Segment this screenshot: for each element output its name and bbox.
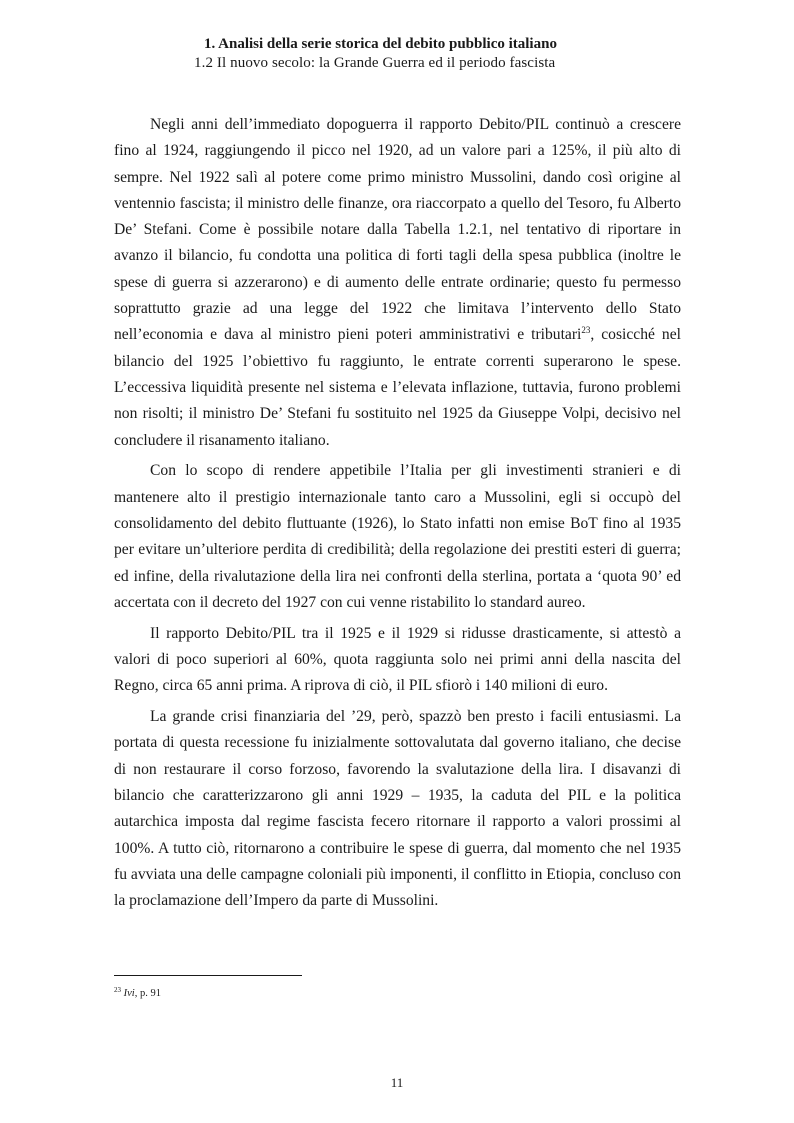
- paragraph-1-text-start: Negli anni dell’immediato dopoguerra il rapporto Debito/PIL continuò a crescere fino al 1924, raggiungendo il picco nel 1920, ad un valore pari a 125%, il più alto di sempre. Nel 1922 salì al potere come primo ministro Mussolini, dando così origine al ventennio fascista; il ministro delle finanze, ora riaccorpato a quello del Tesoro, fu Alberto De’ Stefani. Come è possibile notare dalla Tabella 1.2.1, nel tentativo di riportare in avanzo il bilancio, fu condotta una politica di forti tagli della spesa pubblica (inoltre le spese di guerra si azzerarono) e di aumento delle entrate ordinarie; questo fu permesso soprattutto grazie ad una legge del 1922 che limitava l’intervento dello Stato nell’economia e dava al ministro pieni poteri amministrativi e tributari: [114, 116, 681, 344]
- body-text: [114, 112, 681, 914]
- section-title: 1.2 Il nuovo secolo: la Grande Guerra ed il periodo fascista: [194, 55, 556, 71]
- footnote-page: , p. 91: [134, 988, 161, 999]
- footnote-source: Ivi: [123, 988, 135, 999]
- footnote-number: 23: [114, 986, 121, 994]
- page-number: 11: [390, 1075, 404, 1090]
- paragraph-4: La grande crisi finanziaria del ’29, però, spazzò ben presto i facili entusiasmi. La portata di questa recessione fu inizialmente sottovalutata dal governo italiano, che decise di non restaurare il corso forzoso, favorendo la svalutazione della lira. I disavanzi di bilancio che caratterizzarono gli anni 1929 – 1935, la caduta del PIL e la politica autarchica imposta dal regime fascista fecero ritornare il rapporto a valori prossimi al 100%. A tutto ciò, ritornarono a contribuire le spese di guerra, dal momento che nel 1935 fu avviata una delle campagne coloniali più imponenti, il conflitto in Etiopia, concluso con la proclamazione dell’Impero da parte di Mussolini.: [114, 708, 681, 910]
- paragraph-1-text-end: , cosicché nel bilancio del 1925 l’obiettivo fu raggiunto, le entrate correnti superarono le spese. L’eccessiva liquidità presente nel sistema e l’elevata inflazione, tuttavia, furono problemi non risolti; il ministro De’ Stefani fu sostituito nel 1925 da Giuseppe Volpi, decisivo nel concludere il risanamento italiano.: [114, 326, 681, 449]
- paragraph-2: Con lo scopo di rendere appetibile l’Italia per gli investimenti stranieri e di mantenere alto il prestigio internazionale tanto caro a Mussolini, egli si occupò del consolidamento del debito fluttuante (1926), lo Stato infatti non emise BoT fino al 1935 per evitare un’ulteriore perdita di credibilità; della regolazione dei prestiti esteri di guerra; ed infine, della rivalutazione della lira nei confronti della sterlina, portata a ‘quota 90’ ed accertata con il decreto del 1927 con cui venne ristabilito lo standard aureo.: [114, 462, 681, 611]
- footnote: [114, 988, 161, 999]
- footnote-reference[interactable]: 23: [581, 325, 591, 336]
- paragraph-3: Il rapporto Debito/PIL tra il 1925 e il 1929 si ridusse drasticamente, si attestò a valori di poco superiori al 60%, quota raggiunta solo nei primi anni della nascita del Regno, circa 65 anni prima. A riprova di ciò, il PIL sfiorò i 140 milioni di euro.: [114, 624, 681, 695]
- paragraph-1: [114, 112, 681, 454]
- footnote-separator: [114, 975, 302, 976]
- chapter-title: 1. Analisi della serie storica del debito pubblico italiano: [204, 36, 557, 52]
